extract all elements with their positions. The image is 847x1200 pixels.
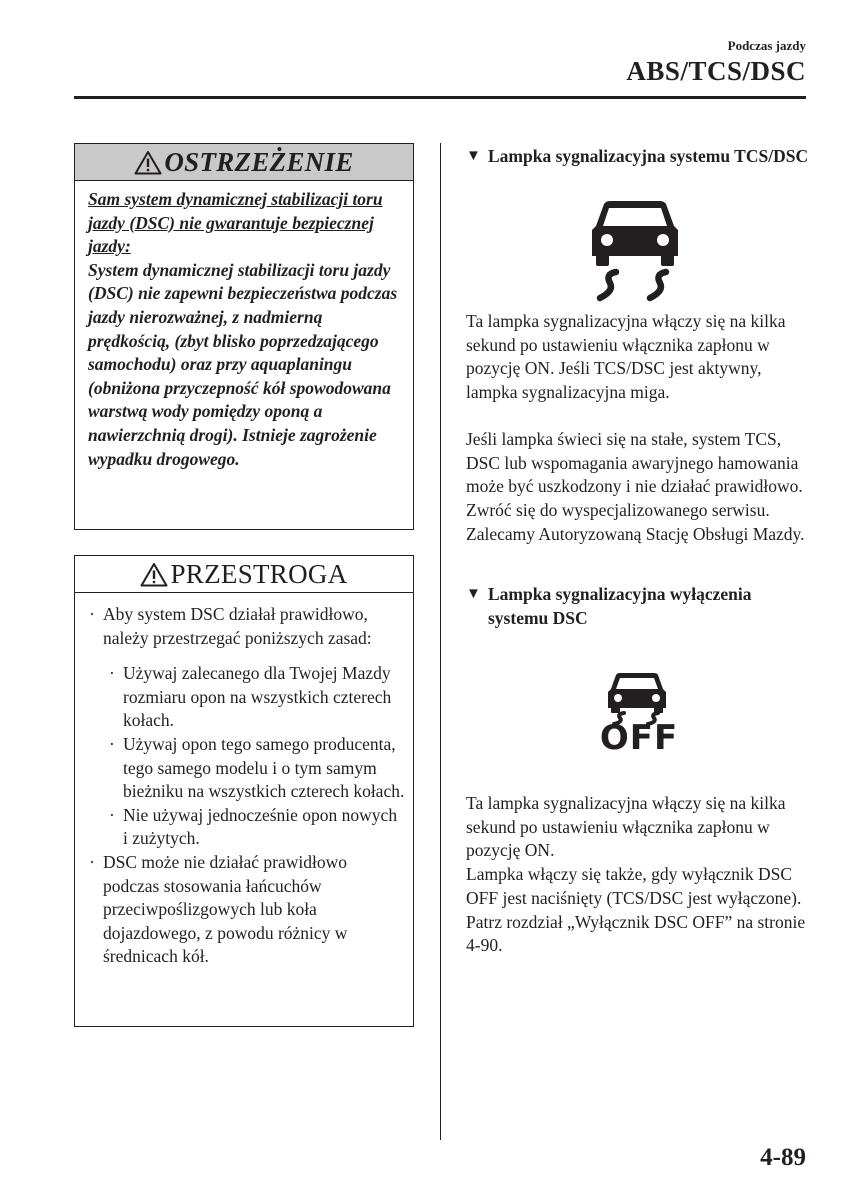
header-rule — [74, 96, 806, 99]
caution-item-text: DSC może nie działać prawidłowo podczas stosowania łańcuchów przeciwpoślizgowych lub koła dojazdowego, z powodu różnicy w średnicach kół. — [103, 851, 348, 967]
triangle-down-icon: ▼ — [466, 586, 481, 602]
dsc-off-indicator-icon — [594, 672, 684, 758]
tcs-dsc-indicator-icon — [590, 200, 680, 304]
tcs-dsc-heading — [466, 144, 811, 168]
warning-box — [74, 143, 414, 530]
bullet-mark: · — [109, 733, 115, 754]
caution-bullet — [89, 851, 405, 969]
section-label: Podczas jazdy — [727, 38, 806, 53]
dsc-off-paragraph: Ta lampka sygnalizacyjna włączy się na kilka sekund po ustawieniu włącznika zapłonu w pozycję ON. Lampka włączy się także, gdy wyłącznik DSC OFF jest naciśnięty (TCS/DSC jest wyłączone). Patrz rozdział „Wyłącznik DSC OFF” na stronie 4-90. — [466, 793, 806, 956]
bullet-mark: · — [109, 663, 115, 684]
caution-subbullet — [109, 662, 405, 733]
caution-text — [75, 593, 413, 969]
caution-title: PRZESTROGA — [170, 558, 348, 589]
warning-title: OSTRZEŻENIE — [164, 146, 354, 177]
caution-subbullet — [109, 733, 405, 804]
page-number: 4-89 — [760, 1144, 806, 1171]
tcs-dsc-paragraph-2: Jeśli lampka świeci się na stałe, system TCS, DSC lub wspomagania awaryjnego hamowania może być uszkodzony i nie działać prawidłowo. Zwróć się do wyspecjalizowanego serwisu. Zalecamy Autoryzowaną Stację Obsługi Mazdy. — [466, 429, 805, 544]
tcs-dsc-heading-text: Lampka sygnalizacyjna systemu TCS/DSC — [488, 146, 809, 166]
page-title: ABS/TCS/DSC — [626, 56, 806, 86]
caution-header — [75, 556, 413, 593]
warning-text — [75, 181, 413, 471]
bullet-mark: · — [109, 804, 115, 825]
caution-subitem-text: Nie używaj jednocześnie opon nowych i zużytych. — [123, 804, 398, 849]
caution-item-text: Aby system DSC działał prawidłowo, należy przestrzegać poniższych zasad: — [103, 604, 372, 648]
warning-triangle-icon — [134, 150, 162, 175]
dsc-off-heading — [466, 582, 811, 630]
caution-subitem-text: Używaj zalecanego dla Twojej Mazdy rozmiaru opon na wszystkich czterech kołach. — [123, 663, 392, 731]
caution-box — [74, 555, 414, 1027]
dsc-off-heading-text: Lampka sygnalizacyjna wyłączenia systemu DSC — [488, 584, 752, 628]
caution-subitem-text: Używaj opon tego samego producenta, tego samego modelu i o tym samym bieżniku na wszystkich czterech kołach. — [123, 733, 405, 802]
warning-header — [75, 144, 413, 181]
triangle-down-icon: ▼ — [466, 148, 481, 164]
warning-underlined-text: Sam system dynamicznej stabilizacji toru jazdy (DSC) nie gwarantuje bezpiecznej jazdy: — [88, 189, 383, 257]
off-icon-label: OFF — [599, 718, 679, 758]
bullet-mark: · — [89, 851, 95, 872]
tcs-dsc-paragraph-1: Ta lampka sygnalizacyjna włączy się na kilka sekund po ustawieniu włącznika zapłonu w pozycję ON. Jeśli TCS/DSC jest aktywny, lampka sygnalizacyjna miga. — [466, 311, 786, 403]
caution-subbullet — [109, 804, 405, 851]
caution-triangle-icon — [140, 562, 168, 587]
caution-bullet — [89, 603, 405, 650]
warning-body-text: System dynamicznej stabilizacji toru jazdy (DSC) nie zapewni bezpieczeństwa podczas jazdy nierozważnej, z nadmierną prędkością, (zbyt blisko poprzedzającego samochodu) oraz przy aquaplaningu (obniżona przyczepność kół spowodowana warstwą wody pomiędzy oponą a nawierzchnią drogi). Istnieje zagrożenie wypadku drogowego. — [88, 259, 398, 469]
column-divider — [440, 143, 441, 1140]
bullet-mark: · — [89, 604, 95, 624]
